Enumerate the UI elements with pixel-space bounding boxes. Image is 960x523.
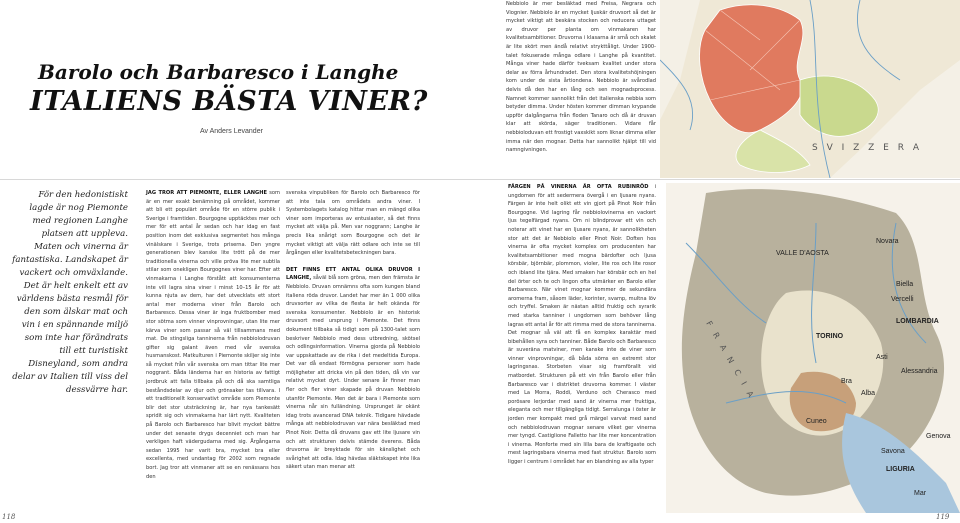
column-2-paragraph-2: såväl blå som gröna, men den främsta är Nebbiolo. Druvan omnämns ofta som kungen bland italiens röda druvor. Landet har mer än 1 000 olika druvsorter av vilka de flesta är helt okända för svenska konsumenter. Nebbiolo är en historisk druvsort med ursprung i Piemonte. Det finns dokument tillbaka så tidigt som på 1300-talet som beskriver Nebbiolo med dess utbredning, skötsel och odlingsinformation. Vinerna gjorda på Nebbiolo var uppskattade av de rika i det medeltida Europa. Det var då endast förmögna personer som hade möjligheter att dricka vin på den tiden, då vin var relativt mycket dyrt. Under senare år finner man fler och fler viner skapade på druvan Nebbiolo utanför Piemonte. Men det är bara i Piemonte som vinerna når sin fulländning. Ursprunget är okänt idag trots avancerad DNA teknik. Tidigare hävdade många att nebbiolodruvan var nära besläktad med Pinot Noir. Detta då druvans gav ett lite ljusare vin och att strukturen delvis stämde överens. Båda druvorna är breyktade för sin känslighet och svårighet att odla. Idag hävdas släktskapet inte lika säkert utan man menar att [286, 275, 421, 471]
column-1-text: som är en mer exakt benämning på området, kommer att bli ett populärt område för en större publik i Sverige i framtiden. Bourgogne upptäcktes mer och mer för ett antal år sedan och har idag en fast position inom det exklusiva segmentet hos många vinälskare i Sverige, trots priserna. Den yngre generationen blev kanske lite trött på de mer traditionella vinerna och ville pröva lite mer subtila stilar som onekligen Bourgognes viner har. Efter att vinmakarna i Langhe förstått att konsumenterna inte vill lagra sina viner i minst 10–15 år för att kunna njuta av dem, har det utvecklats ett stort antal mer moderna viner från Barolo och Barbaresco. Dessa viner är inga fruktbomber med stor sötma som vinner vinprovningar, utan lite mer kärva viner som passar så väl tillsammans med mat. De stingsliga tanninerna från nebbiolodruvan gifter sig galant även med vår svenska husmanskost. Matkulturen i Piemonte skiljer sig inte så mycket från vår svenska om man tittar lite mer noggrant. Båda länderna har en historia av fattigt jordbruk att falla tillbaka på och då ska samtliga beståndsdelar av djur och grönsaker tas tillvara. I ett traditionellt konservativt område som Piemonte blir det stor utsträckning är, har nya tankesätt spridit sig och vinmakarna har lärt nytt. Kvaliteten på Barolo och Barbaresco har blivit mycket bättre under det senaste drygs decenniet och man har verkligen haft vädergudarna med sig. Årgångarna sedan 1995 har varit bra, mycket bra eller excellenta, med undantag för 2002 som regnade bort. Jag tror att vinmaner att se en renässans hos den [146, 190, 280, 480]
top-text-column: Nebbiolo är mer besläktad med Freisa, Negrara och Viognier. Nebbiolo är en mycket ljuskär druvsort så det är mycket viktigt att beskära stocken och reducera uttaget av druvor per planta om vinmakaren har kvalitetsambitioner. Druvorna i klasarna är små och skalet är lite skört men ändå relativt strykttåligt. Under 1900-talet fokuserade många odlare i Langhe på kvantitet. Många viner hade därför tveksam kvalitet under stora delar av förra århundradet. Den stora kvalitetshöjningen kom under de sista årtiondena. Nebbiolo är svårodlad delvis då den har en lång och sen mognadsprocess. Namnet kommer sannolikt från det italienska nebbia som betyder dimma. Under hösten kommer dimman krypande uppför dalgångarna från floden Tanaro och då är druvan klar att skörda, säger traditionen. Vidare får nebbioloduvan ett frostigt vaxskikt som liknar dimma eller imma när den mognar. Detta har sannolikt hjälpt till vid namngivningen. [506, 1, 656, 154]
body-column-2 [286, 189, 420, 480]
article-kicker: Barolo och Barbaresco i Langhe [38, 60, 399, 84]
column-1-lead: JAG TROR ATT PIEMONTE, ELLER LANGHE [146, 190, 267, 196]
map-label-novara: Novara [876, 238, 899, 245]
column-2-paragraph-1: svenska vinpubliken för Barolo och Barbaresco för att inte tala om områdets andra viner. I Systembolagets katalog hittar man en mängd olika viner som importeras av entusiaster, så det finns mycket att välja på. Men var noggrann; Langhe är precis lika snårigt som Bourgogne och det är mycket viktigt att välja rätt odlare och inte se till årgången eller kvalitetsbeteckningen bara. [286, 190, 420, 257]
column-3-lead: FÄRGEN PÅ VINERNA ÄR OFTA RUBINRÖD [508, 184, 649, 190]
piemonte-map [666, 183, 960, 513]
column-2-subhead: DET FINNS ETT ANTAL OLIKA DRUVOR I LANGHE, [286, 266, 420, 282]
map-label-cuneo: Cuneo [806, 418, 827, 425]
map-label-asti: Asti [876, 354, 888, 361]
article-intro: För den hedonistiskt lagde är nog Piemonte med regionen Langhe platsen att uppleva. Maten och vinerna är fantastiska. Landskapet är vackert och omväxlande. Det är helt enkelt ett av världens bästa resmål för den som älskar mat och vin i en spännande miljö som inte har förändrats till ett turistiskt Disneyland, som andra delar av Italien till viss del dessvärre har. [12, 190, 128, 395]
map-label-liguria: LIGURIA [886, 466, 915, 473]
article-title: ITALIENS BÄSTA VINER? [30, 86, 428, 117]
map-label-torino: TORINO [816, 333, 844, 340]
top-map-svg [660, 0, 960, 178]
folio-right: 119 [936, 513, 950, 521]
map-label-biella: Biella [896, 281, 914, 288]
map-label-alba: Alba [861, 390, 876, 397]
body-column-1 [146, 189, 280, 489]
map-label-mar: Mar [914, 490, 927, 497]
column-3-text: i ungdomen för att sedermera övergå i en ljusare nyans. Färgen är inte helt olikt ett vin gjort på Pinot Noir från Bourgogne. Vid lagring får nebbiolovinerna en vackert ljus tegelfärgad nyans. Om ni blindprovar ett vin och noterar att vinet har en ljusare nyans, är sannolikheten stor att det är Nebbiolo eller Pinot Noir. Doften hos vinerna är ofta mycket komplex om producenten har kvalitetsambitioner med mogna bärdofter och ljusa körsbär, björnbär, plommon, violer, lite ros och lite rosor och ibland lite tjära. Med smaken har körsbär och en hel del örter och te och lingon ofta utmärker en Barolo eller Barbaresco. När vinet mognar kommer de sekundära aromerna fram, såsom läder, korinter, svamp, multna löv och tryffel. Smaken är nästan alltid fruktig och syrarik med starka tanniner i ungdomen som behöver lång lagras ett antal år för att rimma med de stora tanninerna. Det mognar så väl att få en komplex karaktär med bibehållen syra och tanniner. Både Barolo och Barbaresco är suveräna matviner, men kanske inte de viner som vinner vinprovningar, då båda söms en extremt stor lagringsnas. Storbeten visar sig framförallt vid matbordet. Strukturen på ett vin från Barolo eller från Barbaresco var i distriktet druvorna kommer. I väster med La Morra, Roddi, Verduno och Cherasco med porösare lerjordar med sand är vinerna mer fruktiga, eleganta och mer tillgängliga tidigt. Serralunga i öster är jorden mer kompakt med grå märgel varvat med sand och nebbiolodruvan mognar senare vilket ger vinerna mer tyngd. Castiglione Falletto har lite mer koncentration i vinerna. Monforte med sin lilla bara de kraftigaste och mest lagringsbara vinerna med fast struktur. Barolo som ligger i centrum i området har en blandning av alla typer [508, 184, 656, 465]
byline: Av Anders Levander [200, 128, 263, 135]
body-column-3 [508, 183, 656, 475]
map-label-lombardia: LOMBARDIA [896, 318, 939, 325]
map-label-alessandria: Alessandria [901, 368, 938, 375]
map-label-bra: Bra [841, 378, 852, 385]
map-label-francia: F R A N C I A [704, 319, 757, 402]
folio-left: 118 [2, 513, 16, 521]
map-label-genova: Genova [926, 433, 951, 440]
map-label-vercelli: Vercelli [891, 296, 914, 303]
piemonte-map-svg [666, 183, 960, 513]
top-map-country-label: S V I Z Z E R A [812, 143, 922, 153]
map-label-savona: Savona [881, 448, 905, 455]
top-region-map [660, 0, 960, 178]
map-label-valle: VALLE D'AOSTA [776, 250, 829, 257]
spread-divider [0, 179, 960, 180]
